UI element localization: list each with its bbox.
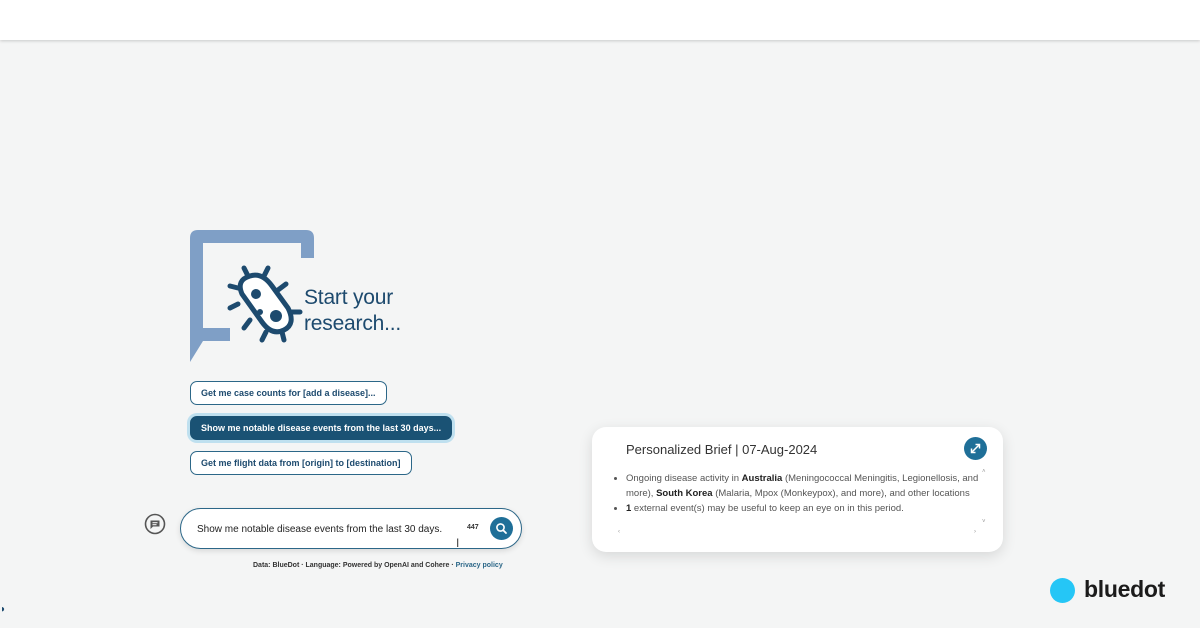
bluedot-logo-dot <box>1050 578 1075 603</box>
search-button[interactable] <box>490 517 513 540</box>
top-navigation-bar <box>0 0 1200 40</box>
personalized-brief-card <box>592 427 1003 552</box>
hero-title-line2: research... <box>304 312 402 335</box>
bluedot-logo-text: bluedot <box>1084 576 1165 602</box>
brief-location: South Korea <box>656 488 713 499</box>
bacteria-speech-bubble-icon <box>188 228 318 364</box>
suggestion-disease-events[interactable]: Show me notable disease events from the last 30 days... <box>190 416 452 440</box>
brief-location: Australia <box>741 473 783 484</box>
brief-item-text: (Malaria, Mpox (Monkeypox), and more), and other locations <box>712 488 970 499</box>
hero-title-line1: Start your <box>304 286 394 309</box>
brief-item-text: external event(s) may be useful to keep an eye on in this period. <box>631 503 904 514</box>
search-icon <box>490 517 513 540</box>
scroll-left-indicator[interactable]: ‹ <box>618 529 620 535</box>
text-cursor-icon: I <box>456 536 460 550</box>
brief-event-count: 1 <box>626 503 632 514</box>
brief-list <box>614 471 982 516</box>
suggestion-flight-data[interactable]: Get me flight data from [origin] to [destination] <box>190 451 412 475</box>
search-box <box>180 508 522 549</box>
scroll-up-indicator[interactable]: ˄ <box>982 469 986 475</box>
brief-item-text: Ongoing disease activity in <box>626 473 742 484</box>
brief-item-external-events <box>626 501 982 516</box>
footer-attribution <box>253 562 503 569</box>
search-input[interactable] <box>197 520 457 538</box>
scroll-right-indicator[interactable]: › <box>974 529 976 535</box>
expand-brief-button[interactable] <box>964 437 987 460</box>
expand-icon <box>964 437 987 460</box>
brief-item-disease-activity <box>626 471 982 501</box>
suggestion-case-counts[interactable]: Get me case counts for [add a disease]... <box>190 381 387 405</box>
character-count: 447 <box>467 524 479 531</box>
brief-title: Personalized Brief | 07-Aug-2024 <box>626 442 818 457</box>
scroll-down-indicator[interactable]: ˅ <box>982 519 986 525</box>
privacy-policy-link[interactable]: Privacy policy <box>455 562 503 569</box>
hero-title <box>304 285 401 337</box>
footer-text: Data: BlueDot · Language: Powered by OpenAI and Cohere · <box>253 562 456 569</box>
corner-fragment-icon: ◗ <box>0 604 7 615</box>
brief-item-text: (Meningococcal Meningitis, Legionellosis, and more), <box>626 473 979 499</box>
chat-bubble-icon[interactable] <box>144 513 166 535</box>
